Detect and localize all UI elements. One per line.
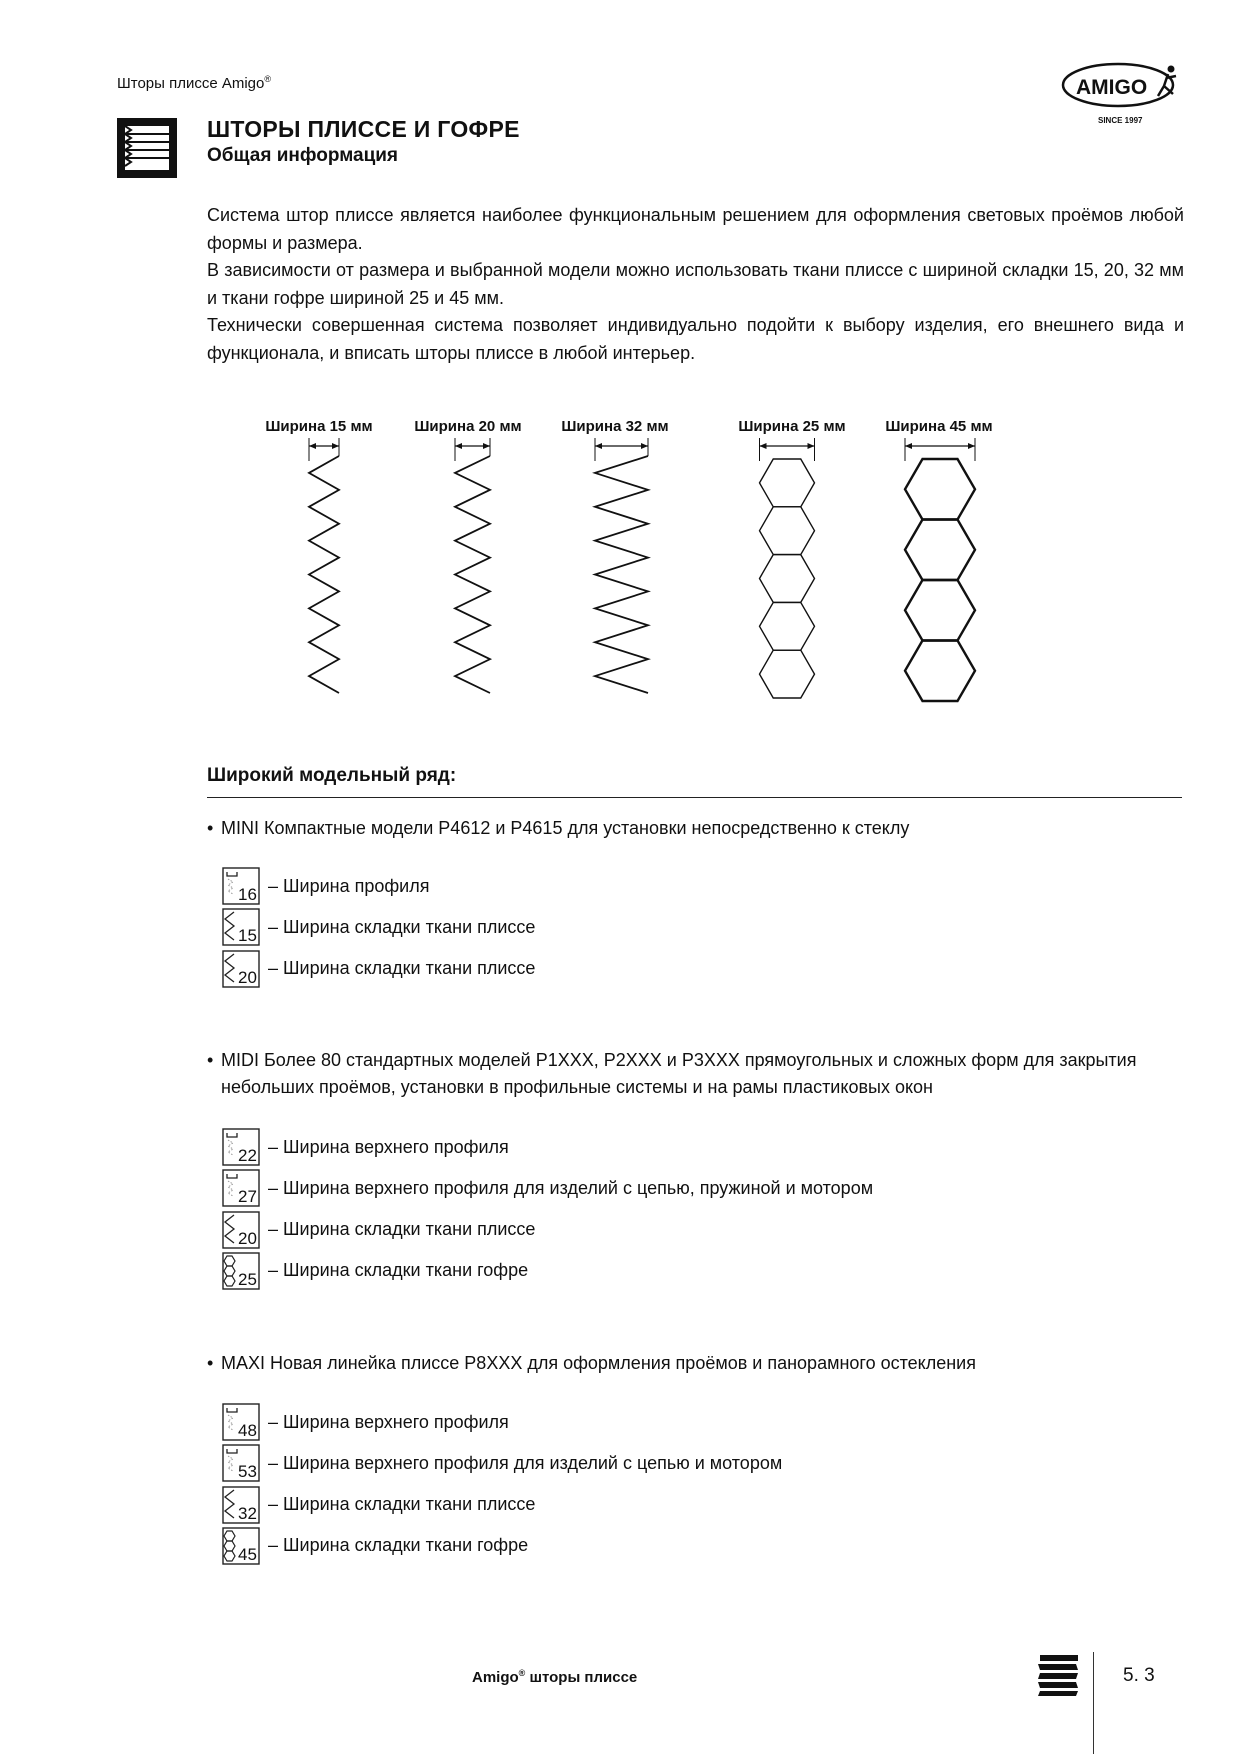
model-bullet	[207, 815, 1182, 842]
profile-width-icon	[222, 1169, 260, 1207]
footer-blind-icon	[1038, 1653, 1080, 1697]
pleated-blind-icon	[117, 118, 177, 178]
footer-divider	[1093, 1652, 1094, 1754]
honeycomb-cell	[760, 602, 815, 650]
intro-paragraph: Технически совершенная система позволяет индивидуально подойти к выбору изделия, его внешнего вида и функционала, и вписать шторы плиссе в любой интерьер.	[207, 315, 1184, 363]
arrowhead-right	[483, 443, 490, 449]
spec-row	[222, 1252, 528, 1290]
section-subtitle: Общая информация	[207, 145, 399, 166]
spec-label: – Ширина складки ткани плиссе	[268, 1219, 536, 1240]
pleat-zigzag	[595, 456, 648, 693]
range-heading: Широкий модельный ряд:	[207, 765, 457, 786]
model-bullet	[207, 1047, 1182, 1101]
spec-value: 20	[238, 967, 257, 987]
arrowhead-left	[760, 443, 767, 449]
pleat-width-icon	[222, 908, 260, 946]
intro-paragraph: Система штор плиссе является наиболее функциональным решением для оформления световых проёмов любой формы и размера.	[207, 205, 1184, 253]
model-description: MIDI Более 80 стандартных моделей P1XXX, P2XXX и P3XXX прямоугольных и сложных форм для закрытия	[221, 1050, 1137, 1070]
fold-width-label: Ширина 25 мм	[738, 418, 846, 435]
spec-value: 15	[238, 926, 257, 946]
bullet-dot: •	[207, 1353, 214, 1373]
spec-label: – Ширина верхнего профиля для изделий с цепью, пружиной и мотором	[268, 1177, 874, 1198]
spec-row	[222, 1128, 509, 1166]
logo-text: AMIGO	[1076, 76, 1148, 99]
honeycomb-cell	[905, 580, 975, 641]
spec-row	[222, 1486, 535, 1524]
section-title: ШТОРЫ ПЛИССЕ И ГОФРЕ	[207, 116, 520, 142]
spec-label: – Ширина складки ткани гофре	[268, 1260, 529, 1281]
spec-value: 53	[238, 1462, 257, 1482]
logo-since-text: SINCE 1997	[1098, 116, 1143, 125]
spec-row	[222, 1211, 535, 1249]
page-number: 5. 3	[1123, 1665, 1155, 1686]
spec-value: 48	[238, 1421, 257, 1440]
intro-paragraph: В зависимости от размера и выбранной модели можно использовать ткани плиссе с шириной складки 15, 20, 32 мм и ткани гофре шириной 25 и 45 мм.	[207, 260, 1184, 308]
honeycomb-cell	[905, 641, 975, 702]
honeycomb-cell	[760, 459, 815, 507]
spec-value: 20	[238, 1228, 257, 1248]
spec-value: 32	[238, 1503, 257, 1523]
arrowhead-left	[309, 443, 316, 449]
arrowhead-right	[968, 443, 975, 449]
profile-width-icon	[222, 1403, 260, 1441]
profile-width-icon	[222, 1444, 260, 1482]
spec-label: – Ширина складки ткани плиссе	[268, 916, 536, 937]
pleat-zigzag	[455, 456, 490, 693]
spec-label: – Ширина складки ткани плиссе	[268, 1494, 536, 1515]
amigo-logo	[1060, 58, 1184, 128]
bullet-dot: •	[207, 818, 214, 838]
arrowhead-left	[595, 443, 602, 449]
honeycomb-width-icon	[222, 1252, 260, 1290]
footer-brand: Amigo® шторы плиссе	[472, 1668, 638, 1686]
range-divider	[207, 797, 1182, 798]
running-header: Шторы плиссе Amigo®	[117, 74, 272, 92]
arrowhead-left	[455, 443, 462, 449]
spec-row	[222, 1169, 873, 1207]
spec-label: – Ширина складки ткани гофре	[268, 1535, 529, 1556]
spec-label: – Ширина складки ткани плиссе	[268, 958, 536, 979]
spec-label: – Ширина профиля	[268, 875, 430, 896]
pleat-width-icon	[222, 950, 260, 988]
fold-width-label: Ширина 20 мм	[414, 418, 522, 435]
spec-row	[222, 1444, 782, 1482]
fold-width-label: Ширина 45 мм	[885, 418, 993, 435]
spec-row	[222, 1527, 528, 1565]
honeycomb-cell	[905, 520, 975, 581]
profile-width-icon	[222, 867, 260, 905]
fold-width-label: Ширина 32 мм	[561, 418, 669, 435]
spec-row	[222, 867, 429, 905]
model-description: MAXI Новая линейка плиссе P8XXX для оформления проёмов и панорамного остекления	[221, 1353, 976, 1373]
bullet-dot: •	[207, 1050, 214, 1070]
honeycomb-cell	[760, 507, 815, 555]
honeycomb-cell	[760, 555, 815, 603]
honeycomb-cell	[760, 650, 815, 698]
honeycomb-cell	[905, 459, 975, 520]
honeycomb-width-icon	[222, 1527, 260, 1565]
pleat-width-icon	[222, 1211, 260, 1249]
fold-width-diagram	[250, 418, 1010, 708]
spec-value: 22	[238, 1146, 257, 1165]
spec-label: – Ширина верхнего профиля	[268, 1411, 509, 1432]
arrowhead-left	[905, 443, 912, 449]
profile-width-icon	[222, 1128, 260, 1166]
intro-text	[207, 202, 1184, 367]
pleat-zigzag	[309, 456, 339, 693]
spec-row	[222, 950, 535, 988]
pleat-width-icon	[222, 1486, 260, 1524]
model-description: MINI Компактные модели P4612 и P4615 для установки непосредственно к стеклу	[221, 818, 910, 838]
fold-width-label: Ширина 15 мм	[265, 418, 373, 435]
spec-row	[222, 908, 535, 946]
arrowhead-right	[641, 443, 648, 449]
arrowhead-right	[808, 443, 815, 449]
model-bullet	[207, 1350, 1182, 1377]
model-description: небольших проёмов, установки в профильные системы и на рамы пластиковых окон	[221, 1077, 933, 1097]
spec-value: 45	[238, 1544, 257, 1564]
arrowhead-right	[332, 443, 339, 449]
spec-value: 16	[238, 885, 257, 904]
spec-row	[222, 1403, 509, 1441]
spec-value: 25	[238, 1269, 257, 1289]
spec-label: – Ширина верхнего профиля для изделий с цепью и мотором	[268, 1452, 783, 1473]
spec-label: – Ширина верхнего профиля	[268, 1136, 509, 1157]
spec-value: 27	[238, 1187, 257, 1207]
